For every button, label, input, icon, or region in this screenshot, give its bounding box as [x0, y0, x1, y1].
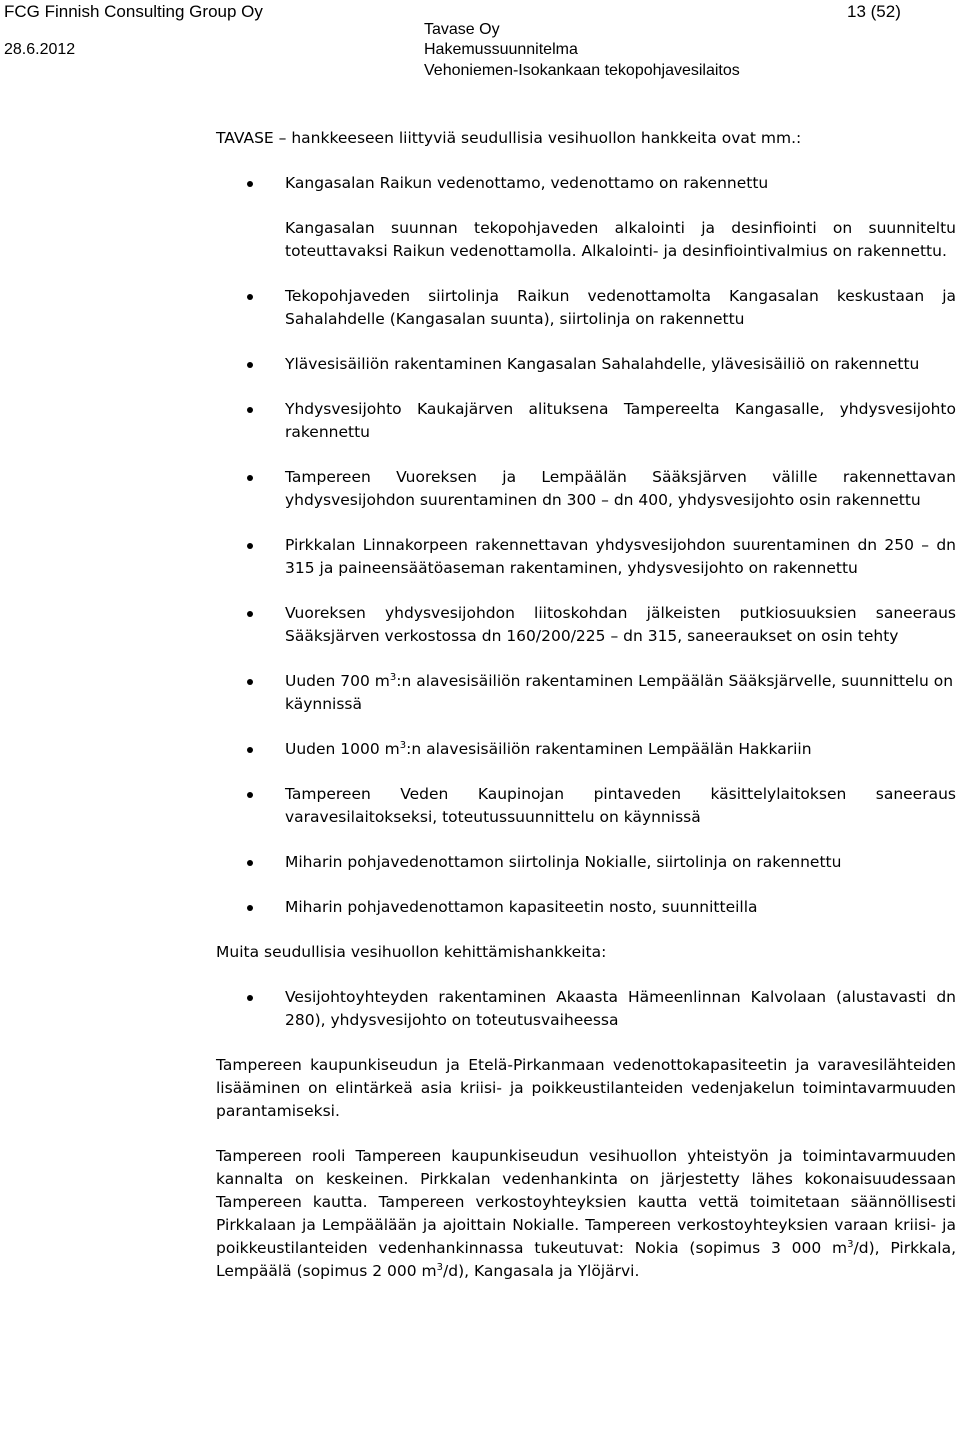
list-item [216, 534, 956, 580]
list-item [216, 783, 956, 829]
paragraph: Kangasalan suunnan tekopohjaveden alkalointi ja desinfiointi on suunniteltu toteuttavaksi Raikun vedenottamolla. Alkalointi- ja desinfiointivalmius on rakennettu. [285, 219, 956, 260]
list-item-text: Miharin pohjavedenottamon siirtolinja Nokialle, siirtolinja on rakennettu [285, 853, 842, 871]
paragraph: Tampereen rooli Tampereen kaupunkiseudun vesihuollon yhteistyön ja toimintavarmuuden kannalta on keskeinen. Pirkkalan vedenhankinta on järjestetty lähes kokonaisuudessaan Tampereen kautta. Tampereen verkostoyhteyksien kautta vettä toimitetaan säännöllisesti Pirkkalaan ja Lempäälään ja ajoittain Nokialle. Tampereen verkostoyhteyksien varaan kriisi- ja poikkeustilanteiden vedenhankinnassa tukeutuvat: Nokia (sopimus 3 000 $m^3/d$), Pirkkala, Lempäälä (sopimus 2 000 $m^3/d$), Kangasala ja Ylöjärvi. [216, 1147, 956, 1280]
list-item-text: Vuoreksen yhdysvesijohdon liitoskohdan jälkeisten putkiosuuksien saneeraus Sääksjärven verkostossa dn 160/200/225 – dn 315, saneeraukset on osin tehty [285, 604, 956, 645]
list-item-text: Pirkkalan Linnakorpeen rakennettavan yhdysvesijohdon suurentaminen dn 250 – dn 315 ja paineensäätöaseman rakentaminen, yhdysvesijohto on rakennettu [285, 536, 956, 577]
superscript: 3 [847, 1239, 854, 1250]
bullet-icon [247, 362, 253, 368]
list-item [216, 670, 956, 716]
superscript: 3 [389, 672, 397, 683]
list-item-text: Yhdysvesijohto Kaukajärven alituksena Tampereelta Kangasalle, yhdysvesijohto rakennettu [285, 400, 956, 441]
list-item-text: Vesijohtoyhteyden rakentaminen Akaasta Hämeenlinnan Kalvolaan (alustavasti dn 280), yhdysvesijohto on toteutusvaiheessa [285, 988, 956, 1029]
bullet-icon [247, 905, 253, 911]
bullet-icon [247, 792, 253, 798]
list-item [216, 466, 956, 512]
bullet-icon [247, 543, 253, 549]
list-item [216, 738, 956, 761]
bullet-icon [247, 860, 253, 866]
superscript: 3 [436, 1262, 444, 1273]
bullet-icon [247, 475, 253, 481]
list-item [216, 602, 956, 648]
bullet-icon [247, 611, 253, 617]
list-item-text: Tekopohjaveden siirtolinja Raikun vedenottamolta Kangasalan keskustaan ja Sahalahdelle (Kangasalan suunta), siirtolinja on rakennettu [285, 287, 956, 328]
header-doc-type: Hakemussuunnitelma [424, 41, 578, 58]
list-item [216, 172, 956, 195]
list-item [216, 353, 956, 376]
bullet-icon [247, 747, 253, 753]
list-item [216, 851, 956, 874]
bullet-icon [247, 407, 253, 413]
bullet-icon [247, 995, 253, 1001]
header-client: Tavase Oy [424, 21, 500, 38]
header-page-number: 13 (52) [847, 2, 901, 21]
paragraph: Tampereen kaupunkiseudun ja Etelä-Pirkanmaan vedenottokapasiteetin ja varavesilähteiden lisääminen on elintärkeä asia kriisi- ja poikkeustilanteiden vedenjakelun toimintavarmuuden parantamiseksi. [216, 1056, 956, 1120]
list-item [216, 896, 956, 919]
superscript: 3 [399, 740, 407, 751]
list-item-text: Kangasalan Raikun vedenottamo, vedenottamo on rakennettu [285, 174, 769, 192]
bullet-icon [247, 294, 253, 300]
bullet-icon [247, 679, 253, 685]
header-company: FCG Finnish Consulting Group Oy [4, 2, 263, 21]
list-item [216, 398, 956, 444]
list-item-text: Miharin pohjavedenottamon kapasiteetin nosto, suunnitteilla [285, 898, 758, 916]
bullet-icon [247, 181, 253, 187]
list-item-text: Uuden 700 $m^3:n$ alavesisäiliön rakentaminen Lempäälän Sääksjärvelle, suunnittelu on käynnissä [285, 672, 954, 713]
list-item-text: Ylävesisäiliön rakentaminen Kangasalan Sahalahdelle, ylävesisäiliö on rakennettu [285, 355, 920, 373]
header-date: 28.6.2012 [4, 41, 76, 58]
list-item-text: Tampereen Veden Kaupinojan pintaveden käsittelylaitoksen saneeraus varavesilaitokseksi, toteutussuunnittelu on käynnissä [285, 785, 956, 826]
list-item-text: Uuden 1000 $m^3:n$ alavesisäiliön rakentaminen Lempäälän Hakkariin [285, 740, 812, 758]
document-body [216, 127, 956, 1283]
section-heading: Muita seudullisia vesihuollon kehittämishankkeita: [216, 943, 607, 961]
list-item-text: Tampereen Vuoreksen ja Lempäälän Sääksjärven välille rakennettavan yhdysvesijohdon suurentaminen dn 300 – dn 400, yhdysvesijohto osin rakennettu [285, 468, 956, 509]
intro-paragraph: TAVASE – hankkeeseen liittyviä seudullisia vesihuollon hankkeita ovat mm.: [216, 129, 802, 147]
list-item [216, 986, 956, 1032]
header-project: Vehoniemen-Isokankaan tekopohjavesilaitos [424, 62, 740, 79]
list-item [216, 285, 956, 331]
